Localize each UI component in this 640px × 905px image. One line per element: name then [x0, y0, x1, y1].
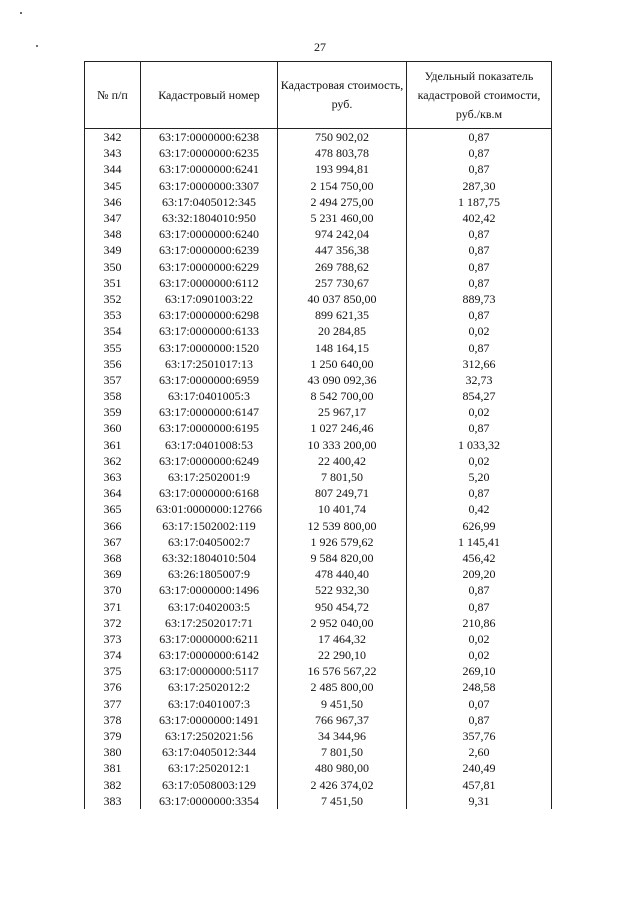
table-row [85, 259, 552, 275]
cadastral-number: 63:17:0000000:6229 [141, 259, 278, 275]
table-row [85, 679, 552, 695]
row-number: 378 [85, 712, 141, 728]
row-number: 366 [85, 518, 141, 534]
cadastral-number: 63:17:0000000:6240 [141, 226, 278, 242]
specific-indicator: 0,87 [407, 129, 552, 146]
cadastral-value: 22 290,10 [278, 647, 407, 663]
specific-indicator: 626,99 [407, 518, 552, 534]
specific-indicator: 240,49 [407, 760, 552, 776]
table-row [85, 566, 552, 582]
specific-indicator: 0,87 [407, 485, 552, 501]
cadastral-value-table [84, 61, 552, 809]
table-row [85, 404, 552, 420]
cadastral-value: 447 356,38 [278, 242, 407, 258]
table-header-row [85, 62, 552, 129]
specific-indicator: 32,73 [407, 372, 552, 388]
cadastral-number: 63:17:0000000:6249 [141, 453, 278, 469]
cadastral-number: 63:17:0000000:6211 [141, 631, 278, 647]
row-number: 354 [85, 323, 141, 339]
cadastral-value: 807 249,71 [278, 485, 407, 501]
specific-indicator: 456,42 [407, 550, 552, 566]
table-row [85, 356, 552, 372]
specific-indicator: 0,07 [407, 696, 552, 712]
row-number: 352 [85, 291, 141, 307]
table-row [85, 518, 552, 534]
table-row [85, 210, 552, 226]
cadastral-number: 63:17:0401005:3 [141, 388, 278, 404]
specific-indicator: 0,02 [407, 631, 552, 647]
table-row [85, 760, 552, 776]
table-row [85, 420, 552, 436]
row-number: 345 [85, 178, 141, 194]
cadastral-value: 25 967,17 [278, 404, 407, 420]
specific-indicator: 312,66 [407, 356, 552, 372]
cadastral-value: 2 154 750,00 [278, 178, 407, 194]
cadastral-number: 63:32:1804010:504 [141, 550, 278, 566]
cadastral-number: 63:17:2502012:1 [141, 760, 278, 776]
row-number: 353 [85, 307, 141, 323]
cadastral-number: 63:17:0508003:129 [141, 777, 278, 793]
cadastral-value: 2 426 374,02 [278, 777, 407, 793]
cadastral-number: 63:17:2502021:56 [141, 728, 278, 744]
row-number: 371 [85, 598, 141, 614]
table-row [85, 728, 552, 744]
table-row [85, 453, 552, 469]
table-row [85, 145, 552, 161]
cadastral-value: 17 464,32 [278, 631, 407, 647]
table-row [85, 793, 552, 809]
specific-indicator: 0,02 [407, 647, 552, 663]
cadastral-value: 974 242,04 [278, 226, 407, 242]
table-row [85, 388, 552, 404]
cadastral-number: 63:17:0405002:7 [141, 534, 278, 550]
row-number: 362 [85, 453, 141, 469]
cadastral-value: 1 027 246,46 [278, 420, 407, 436]
header-num: № п/п [85, 62, 141, 129]
page-number: 27 [314, 40, 326, 54]
cadastral-number: 63:17:0000000:1491 [141, 712, 278, 728]
table-row [85, 663, 552, 679]
cadastral-value: 148 164,15 [278, 339, 407, 355]
cadastral-number: 63:17:0000000:6238 [141, 129, 278, 146]
specific-indicator: 0,87 [407, 259, 552, 275]
table-body [85, 129, 552, 809]
specific-indicator: 0,87 [407, 339, 552, 355]
cadastral-number: 63:17:0000000:6195 [141, 420, 278, 436]
cadastral-number: 63:17:0405012:345 [141, 194, 278, 210]
cadastral-value: 9 584 820,00 [278, 550, 407, 566]
row-number: 344 [85, 161, 141, 177]
specific-indicator: 9,31 [407, 793, 552, 809]
cadastral-value: 22 400,42 [278, 453, 407, 469]
specific-indicator: 889,73 [407, 291, 552, 307]
cadastral-value: 43 090 092,36 [278, 372, 407, 388]
row-number: 364 [85, 485, 141, 501]
row-number: 361 [85, 437, 141, 453]
cadastral-number: 63:17:0000000:6147 [141, 404, 278, 420]
specific-indicator: 0,87 [407, 307, 552, 323]
cadastral-value: 16 576 567,22 [278, 663, 407, 679]
table-row [85, 226, 552, 242]
row-number: 360 [85, 420, 141, 436]
table-row [85, 307, 552, 323]
cadastral-number: 63:17:0000000:1496 [141, 582, 278, 598]
cadastral-number: 63:17:0402003:5 [141, 598, 278, 614]
cadastral-number: 63:17:1502002:119 [141, 518, 278, 534]
specific-indicator: 0,02 [407, 323, 552, 339]
cadastral-value: 10 333 200,00 [278, 437, 407, 453]
row-number: 367 [85, 534, 141, 550]
cadastral-value: 10 401,74 [278, 501, 407, 517]
cadastral-number: 63:01:0000000:12766 [141, 501, 278, 517]
specific-indicator: 0,02 [407, 404, 552, 420]
cadastral-number: 63:17:0000000:6142 [141, 647, 278, 663]
cadastral-value: 899 621,35 [278, 307, 407, 323]
table-row [85, 615, 552, 631]
cadastral-value: 1 250 640,00 [278, 356, 407, 372]
row-number: 347 [85, 210, 141, 226]
table-row [85, 534, 552, 550]
table-row [85, 178, 552, 194]
specific-indicator: 1 033,32 [407, 437, 552, 453]
specific-indicator: 402,42 [407, 210, 552, 226]
table-row [85, 275, 552, 291]
cadastral-value: 7 801,50 [278, 469, 407, 485]
table-row [85, 437, 552, 453]
cadastral-value: 269 788,62 [278, 259, 407, 275]
specific-indicator: 287,30 [407, 178, 552, 194]
cadastral-number: 63:26:1805007:9 [141, 566, 278, 582]
row-number: 358 [85, 388, 141, 404]
table-row [85, 291, 552, 307]
cadastral-value: 20 284,85 [278, 323, 407, 339]
row-number: 369 [85, 566, 141, 582]
cadastral-number: 63:17:0000000:5117 [141, 663, 278, 679]
cadastral-value: 950 454,72 [278, 598, 407, 614]
row-number: 349 [85, 242, 141, 258]
cadastral-number: 63:17:0401008:53 [141, 437, 278, 453]
cadastral-number: 63:17:0401007:3 [141, 696, 278, 712]
specific-indicator: 1 145,41 [407, 534, 552, 550]
cadastral-value: 478 803,78 [278, 145, 407, 161]
row-number: 375 [85, 663, 141, 679]
cadastral-value: 480 980,00 [278, 760, 407, 776]
specific-indicator: 0,87 [407, 712, 552, 728]
specific-indicator: 0,42 [407, 501, 552, 517]
table-row [85, 777, 552, 793]
specific-indicator: 0,87 [407, 242, 552, 258]
specific-indicator: 0,02 [407, 453, 552, 469]
table-row [85, 631, 552, 647]
row-number: 374 [85, 647, 141, 663]
header-cadastral-value: Кадастровая стоимость, руб. [278, 62, 407, 129]
cadastral-value: 34 344,96 [278, 728, 407, 744]
row-number: 368 [85, 550, 141, 566]
cadastral-value: 40 037 850,00 [278, 291, 407, 307]
cadastral-number: 63:17:2502001:9 [141, 469, 278, 485]
table-row [85, 582, 552, 598]
specific-indicator: 0,87 [407, 582, 552, 598]
table-row [85, 372, 552, 388]
specific-indicator: 248,58 [407, 679, 552, 695]
cadastral-value: 9 451,50 [278, 696, 407, 712]
scan-speck [20, 12, 22, 14]
row-number: 342 [85, 129, 141, 146]
table-row [85, 712, 552, 728]
table-row [85, 129, 552, 146]
row-number: 383 [85, 793, 141, 809]
specific-indicator: 457,81 [407, 777, 552, 793]
row-number: 343 [85, 145, 141, 161]
header-specific-indicator: Удельный показатель кадастровой стоимости, руб./кв.м [407, 62, 552, 129]
cadastral-value: 5 231 460,00 [278, 210, 407, 226]
row-number: 370 [85, 582, 141, 598]
cadastral-value: 2 485 800,00 [278, 679, 407, 695]
table-row [85, 339, 552, 355]
row-number: 351 [85, 275, 141, 291]
cadastral-number: 63:17:0000000:6133 [141, 323, 278, 339]
specific-indicator: 854,27 [407, 388, 552, 404]
cadastral-number: 63:17:0000000:6239 [141, 242, 278, 258]
row-number: 348 [85, 226, 141, 242]
row-number: 382 [85, 777, 141, 793]
table-row [85, 469, 552, 485]
specific-indicator: 2,60 [407, 744, 552, 760]
header-cadastral-number: Кадастровый номер [141, 62, 278, 129]
cadastral-number: 63:17:0000000:1520 [141, 339, 278, 355]
cadastral-value: 12 539 800,00 [278, 518, 407, 534]
row-number: 377 [85, 696, 141, 712]
row-number: 381 [85, 760, 141, 776]
table-row [85, 323, 552, 339]
cadastral-value: 193 994,81 [278, 161, 407, 177]
row-number: 356 [85, 356, 141, 372]
row-number: 380 [85, 744, 141, 760]
cadastral-number: 63:17:0901003:22 [141, 291, 278, 307]
row-number: 363 [85, 469, 141, 485]
row-number: 359 [85, 404, 141, 420]
cadastral-number: 63:17:0000000:6241 [141, 161, 278, 177]
cadastral-number: 63:32:1804010:950 [141, 210, 278, 226]
cadastral-number: 63:17:0405012:344 [141, 744, 278, 760]
cadastral-number: 63:17:0000000:6168 [141, 485, 278, 501]
specific-indicator: 0,87 [407, 598, 552, 614]
table-row [85, 242, 552, 258]
cadastral-value: 257 730,67 [278, 275, 407, 291]
row-number: 373 [85, 631, 141, 647]
specific-indicator: 210,86 [407, 615, 552, 631]
table-row [85, 501, 552, 517]
cadastral-number: 63:17:0000000:3307 [141, 178, 278, 194]
cadastral-value: 478 440,40 [278, 566, 407, 582]
table-row [85, 647, 552, 663]
specific-indicator: 0,87 [407, 145, 552, 161]
cadastral-value: 2 494 275,00 [278, 194, 407, 210]
specific-indicator: 357,76 [407, 728, 552, 744]
table-row [85, 598, 552, 614]
row-number: 357 [85, 372, 141, 388]
specific-indicator: 0,87 [407, 420, 552, 436]
specific-indicator: 0,87 [407, 226, 552, 242]
table-row [85, 194, 552, 210]
cadastral-value: 7 801,50 [278, 744, 407, 760]
cadastral-number: 63:17:2502012:2 [141, 679, 278, 695]
table-row [85, 744, 552, 760]
specific-indicator: 0,87 [407, 275, 552, 291]
cadastral-value: 8 542 700,00 [278, 388, 407, 404]
cadastral-number: 63:17:0000000:6112 [141, 275, 278, 291]
cadastral-number: 63:17:2501017:13 [141, 356, 278, 372]
specific-indicator: 0,87 [407, 161, 552, 177]
cadastral-number: 63:17:0000000:6298 [141, 307, 278, 323]
cadastral-number: 63:17:0000000:3354 [141, 793, 278, 809]
specific-indicator: 209,20 [407, 566, 552, 582]
specific-indicator: 1 187,75 [407, 194, 552, 210]
table-row [85, 696, 552, 712]
cadastral-number: 63:17:2502017:71 [141, 615, 278, 631]
table-row [85, 161, 552, 177]
cadastral-value: 1 926 579,62 [278, 534, 407, 550]
cadastral-value: 522 932,30 [278, 582, 407, 598]
cadastral-value: 766 967,37 [278, 712, 407, 728]
table-row [85, 485, 552, 501]
cadastral-number: 63:17:0000000:6235 [141, 145, 278, 161]
cadastral-value: 750 902,02 [278, 129, 407, 146]
specific-indicator: 269,10 [407, 663, 552, 679]
row-number: 355 [85, 339, 141, 355]
row-number: 346 [85, 194, 141, 210]
row-number: 350 [85, 259, 141, 275]
cadastral-value: 2 952 040,00 [278, 615, 407, 631]
row-number: 376 [85, 679, 141, 695]
table-row [85, 550, 552, 566]
cadastral-number: 63:17:0000000:6959 [141, 372, 278, 388]
row-number: 379 [85, 728, 141, 744]
row-number: 365 [85, 501, 141, 517]
cadastral-value: 7 451,50 [278, 793, 407, 809]
specific-indicator: 5,20 [407, 469, 552, 485]
row-number: 372 [85, 615, 141, 631]
